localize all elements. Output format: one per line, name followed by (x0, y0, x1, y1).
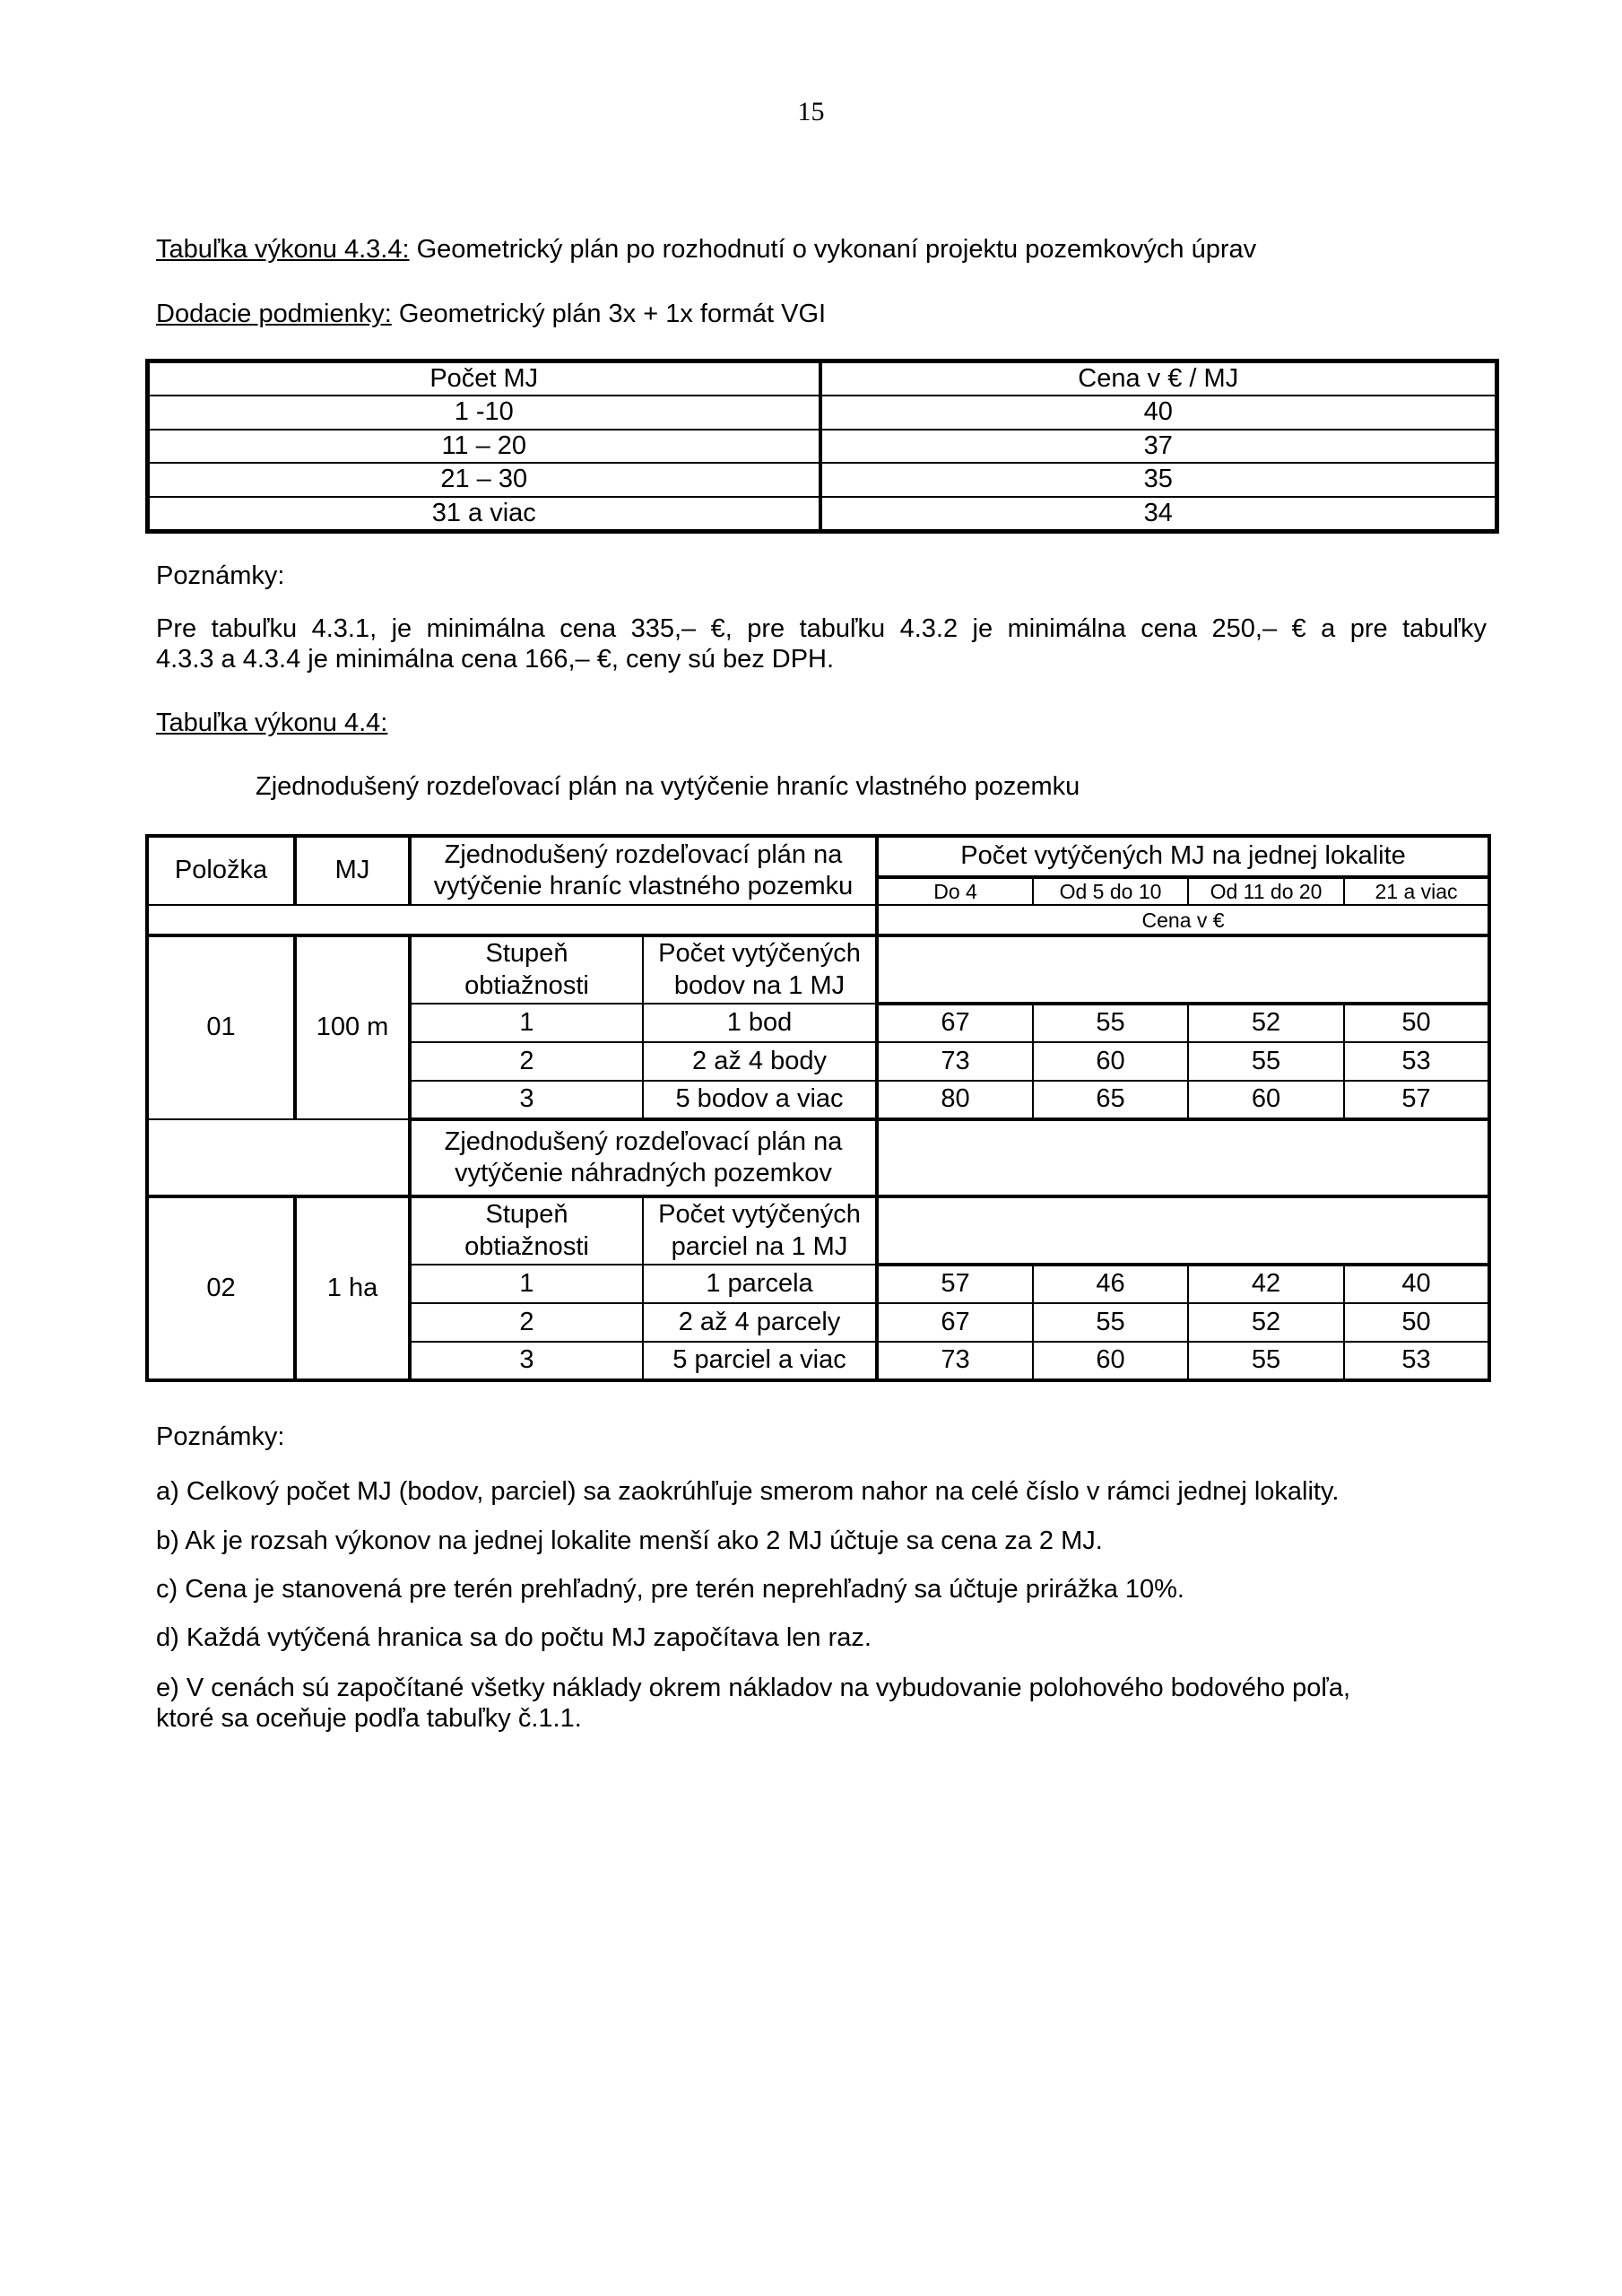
count-header-line-2: bodov na 1 MJ (673, 970, 846, 1000)
count-header-line-1: Počet vytýčených (658, 939, 861, 969)
range-header: Od 11 do 20 (1188, 877, 1344, 905)
price-cell: 50 (1344, 1303, 1489, 1342)
price-cell: 52 (1188, 1303, 1344, 1342)
count-header-line-1: Počet vytýčených (658, 1200, 861, 1230)
col-header-count: Počet MJ (148, 361, 820, 396)
price-cell: 52 (1188, 1004, 1344, 1042)
table-row (148, 361, 1497, 396)
price-cell: 46 (1033, 1265, 1188, 1303)
note-e-line-2: ktoré sa oceňuje podľa tabuľky č.1.1. (156, 1704, 582, 1733)
header-mj: MJ (295, 836, 410, 905)
price-cell: 57 (877, 1265, 1033, 1303)
delivery-label: Dodacie podmienky: (156, 300, 392, 328)
note-b: b) Ak je rozsah výkonov na jednej lokalite menší ako 2 MJ účtuje sa cena za 2 MJ. (156, 1526, 1103, 1555)
range-header: Od 5 do 10 (1033, 877, 1188, 905)
cell-count: 21 – 30 (148, 463, 820, 496)
table-row (148, 430, 1497, 463)
degree-header (410, 935, 643, 1004)
table-row (147, 905, 1489, 935)
replacement-plan-line-1: Zjednodušený rozdeľovací plán na (444, 1126, 843, 1156)
desc-cell: 5 parciel a viac (643, 1342, 877, 1380)
replacement-plan-title (410, 1119, 877, 1196)
desc-cell: 1 parcela (643, 1265, 877, 1303)
item-number: 01 (147, 935, 295, 1119)
table-row (147, 935, 1489, 1004)
price-cell: 57 (1344, 1081, 1489, 1119)
price-cell: 55 (1188, 1042, 1344, 1081)
cell-count: 1 -10 (148, 396, 820, 429)
price-cell: 55 (1188, 1342, 1344, 1380)
table-row (148, 497, 1497, 532)
degree-header-line-1: Stupeň (485, 1200, 568, 1230)
cell-price: 40 (820, 396, 1497, 429)
degree-cell: 1 (410, 1265, 643, 1303)
price-cell: 60 (1033, 1342, 1188, 1380)
price-cell: 67 (877, 1004, 1033, 1042)
degree-header-line-1: Stupeň (485, 939, 568, 969)
table-44-subtitle: Zjednodušený rozdeľovací plán na vytýčenie hraníc vlastného pozemku (256, 772, 1080, 801)
price-cell: 60 (1188, 1081, 1344, 1119)
item-number: 02 (147, 1196, 295, 1380)
price-cell: 40 (1344, 1265, 1489, 1303)
page-number: 15 (797, 97, 825, 126)
price-cell: 80 (877, 1081, 1033, 1119)
note-e-line-1: e) V cenách sú započítané všetky náklady okrem nákladov na vybudovanie polohového bodového poľa, (156, 1674, 1351, 1702)
price-cell: 50 (1344, 1004, 1489, 1042)
desc-cell: 5 bodov a viac (643, 1081, 877, 1119)
notes-2-title: Poznámky: (156, 1422, 285, 1451)
header-plan-line-2: vytýčenie hraníc vlastného pozemku (433, 872, 854, 901)
table-row (147, 836, 1489, 877)
desc-cell: 1 bod (643, 1004, 877, 1042)
price-cell: 55 (1033, 1004, 1188, 1042)
degree-cell: 3 (410, 1342, 643, 1380)
notes-1-line-2: 4.3.3 a 4.3.4 je minimálna cena 166,– €, ceny sú bez DPH. (156, 645, 835, 674)
table-434-heading (156, 235, 1256, 265)
cell-price: 34 (820, 497, 1497, 532)
item-mj: 1 ha (295, 1196, 410, 1380)
header-plan-line-1: Zjednodušený rozdeľovací plán na (444, 839, 843, 869)
delivery-text: Geometrický plán 3x + 1x formát VGI (391, 300, 827, 328)
cell-count: 31 a viac (148, 497, 820, 532)
table-row (147, 1119, 1489, 1196)
delivery-conditions (156, 300, 826, 329)
count-header-line-2: parciel na 1 MJ (671, 1231, 848, 1261)
price-unit: Cena v € (877, 905, 1489, 935)
range-header: 21 a viac (1344, 877, 1489, 905)
notes-1-line-1: Pre tabuľku 4.3.1, je minimálna cena 335,– €, pre tabuľku 4.3.2 je minimálna cena 250,– € a pre tabuľky (156, 614, 1487, 643)
range-header: Do 4 (877, 877, 1033, 905)
degree-cell: 1 (410, 1004, 643, 1042)
price-cell: 42 (1188, 1265, 1344, 1303)
cell-count: 11 – 20 (148, 430, 820, 463)
header-item: Položka (147, 836, 295, 905)
degree-header-line-2: obtiažnosti (464, 1231, 589, 1261)
price-cell: 55 (1033, 1303, 1188, 1342)
price-cell: 53 (1344, 1042, 1489, 1081)
price-cell: 53 (1344, 1342, 1489, 1380)
degree-cell: 2 (410, 1042, 643, 1081)
table-434-title: Geometrický plán po rozhodnutí o vykonaní projektu pozemkových úprav (409, 235, 1257, 264)
item-mj: 100 m (295, 935, 410, 1119)
degree-cell: 2 (410, 1303, 643, 1342)
note-c: c) Cena je stanovená pre terén prehľadný, pre terén neprehľadný sa účtuje prirážka 10%. (156, 1575, 1184, 1604)
note-a: a) Celkový počet MJ (bodov, parciel) sa zaokrúhľuje smerom nahor na celé číslo v rámci jednej lokality. (156, 1477, 1340, 1506)
table-44 (145, 834, 1491, 1382)
desc-cell: 2 až 4 body (643, 1042, 877, 1081)
header-plan (410, 836, 877, 905)
table-44-label: Tabuľka výkonu 4.4: (156, 709, 388, 737)
cell-price: 35 (820, 463, 1497, 496)
note-d: d) Každá vytýčená hranica sa do počtu MJ započítava len raz. (156, 1623, 872, 1652)
price-cell: 73 (877, 1342, 1033, 1380)
col-header-price: Cena v € / MJ (820, 361, 1497, 396)
price-cell: 60 (1033, 1042, 1188, 1081)
cell-price: 37 (820, 430, 1497, 463)
degree-cell: 3 (410, 1081, 643, 1119)
degree-header (410, 1196, 643, 1265)
price-cell: 67 (877, 1303, 1033, 1342)
table-434-label: Tabuľka výkonu 4.3.4: (156, 235, 410, 264)
table-row (147, 1196, 1489, 1265)
table-row (148, 396, 1497, 429)
table-434 (145, 359, 1499, 534)
degree-header-line-2: obtiažnosti (464, 970, 589, 1000)
price-cell: 65 (1033, 1081, 1188, 1119)
replacement-plan-line-2: vytýčenie náhradných pozemkov (455, 1159, 832, 1188)
price-cell: 73 (877, 1042, 1033, 1081)
header-count: Počet vytýčených MJ na jednej lokalite (877, 836, 1489, 877)
count-header (643, 1196, 877, 1265)
count-header (643, 935, 877, 1004)
table-row (148, 463, 1497, 496)
desc-cell: 2 až 4 parcely (643, 1303, 877, 1342)
notes-1-title: Poznámky: (156, 561, 285, 590)
